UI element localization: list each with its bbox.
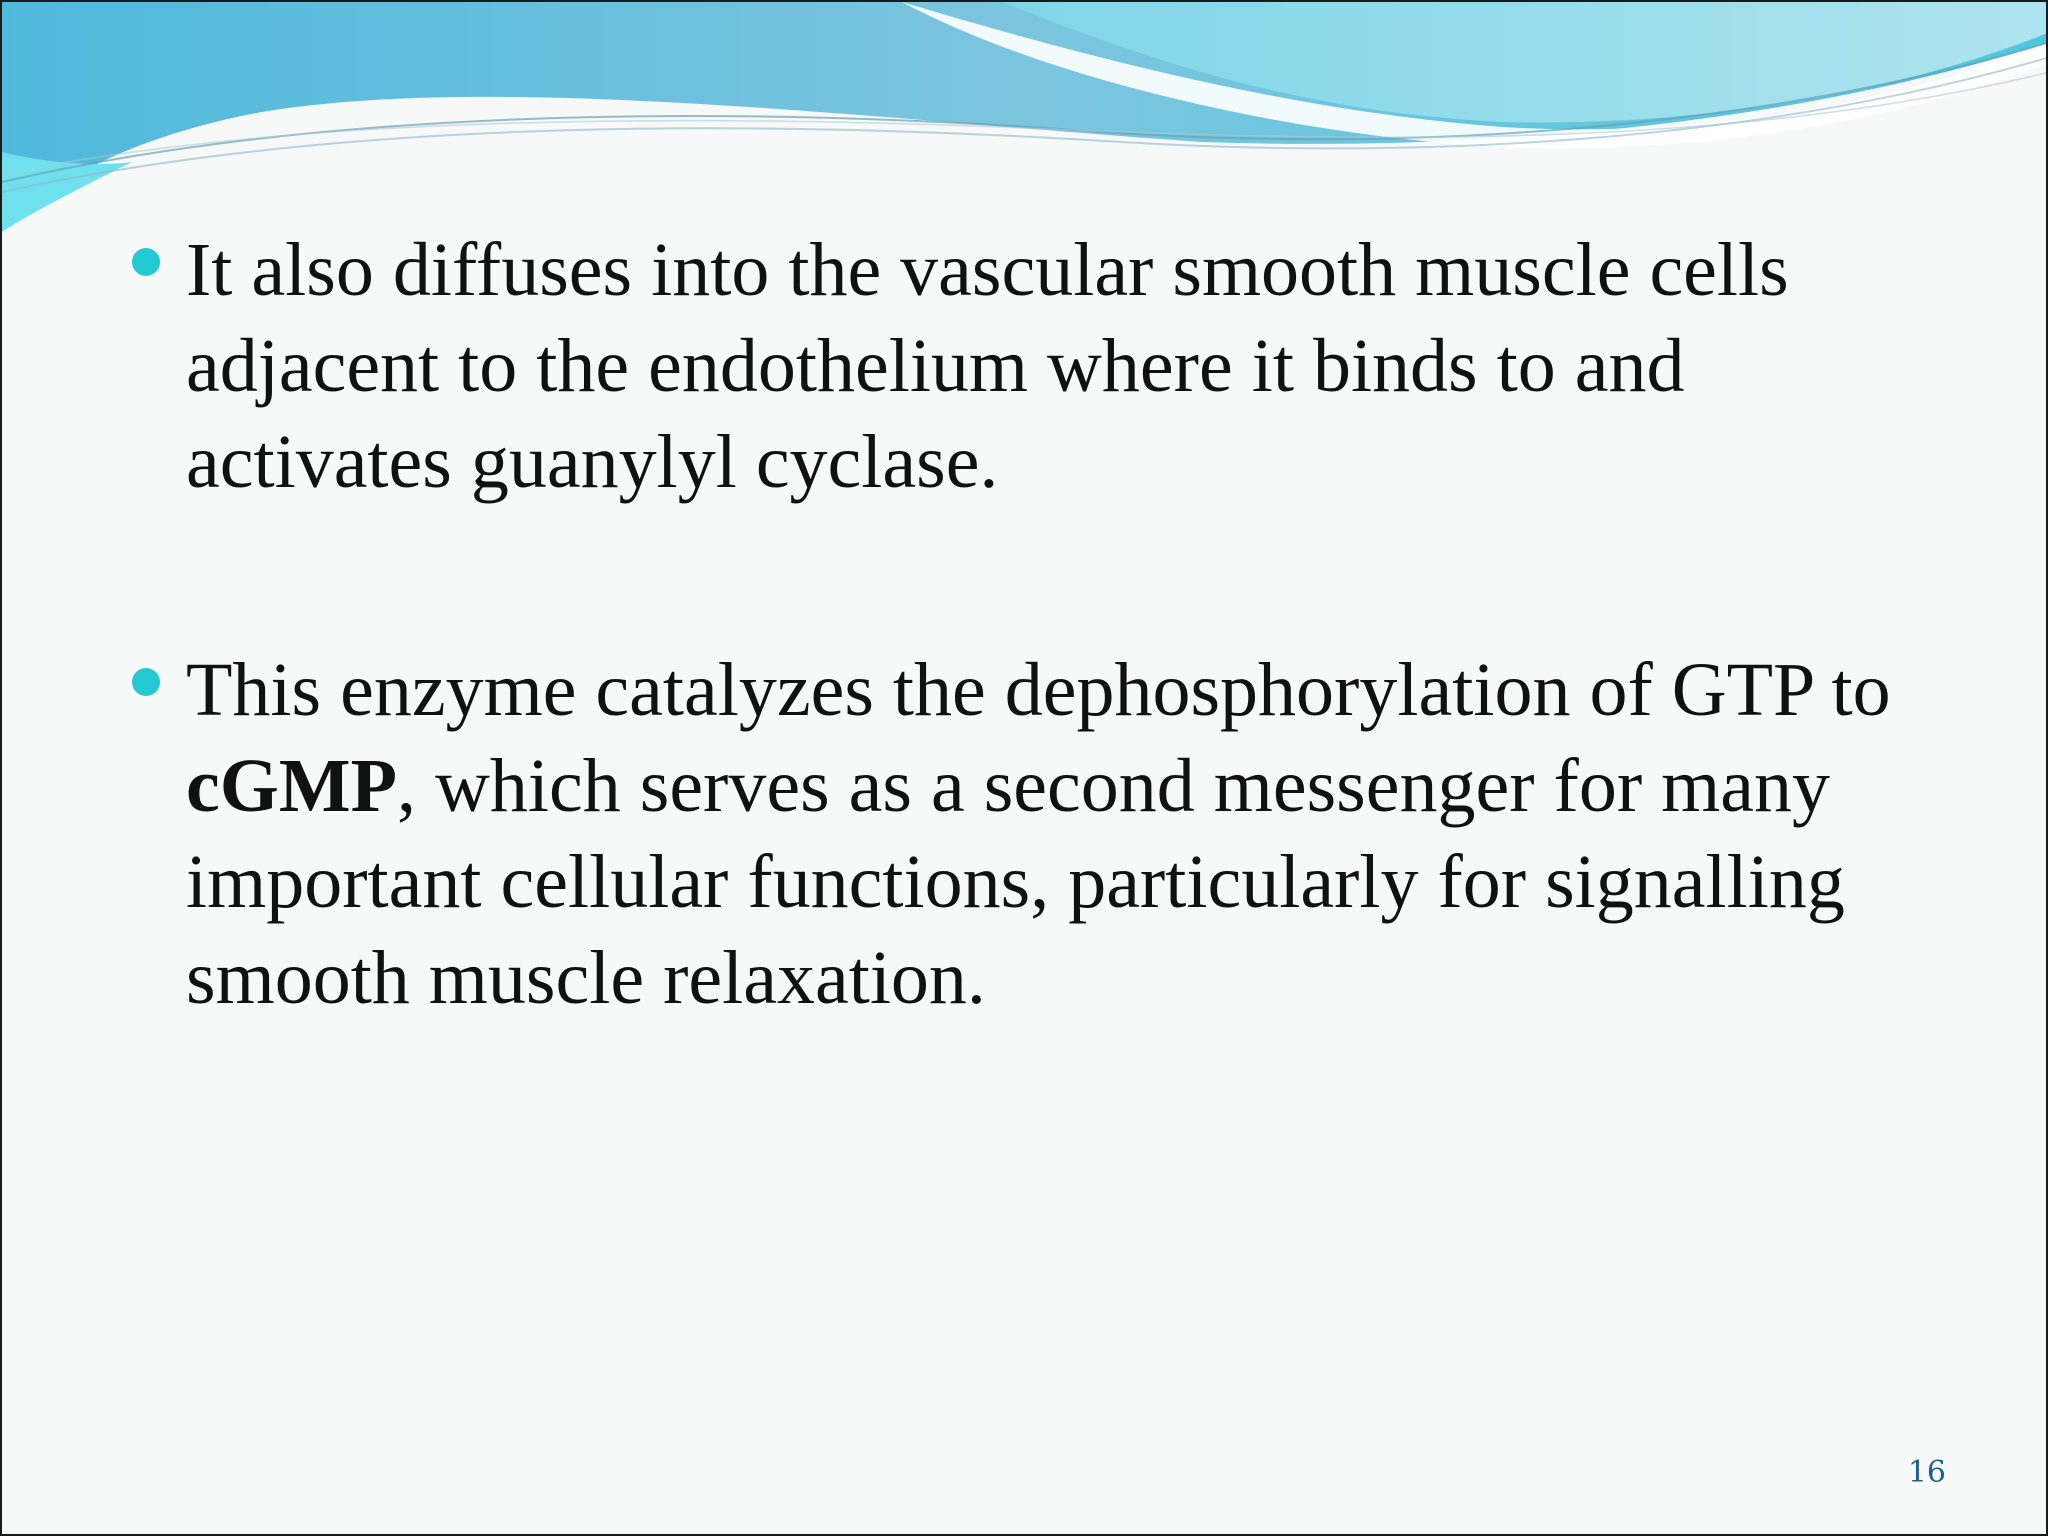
header-wave-decoration bbox=[2, 2, 2048, 242]
bullet-text-start: This enzyme catalyzes the dephosphorylation of GTP to bbox=[186, 648, 1891, 732]
bullet-dot-icon bbox=[132, 668, 160, 696]
bullet-list bbox=[132, 222, 1932, 1026]
bullet-text: It also diffuses into the vascular smooth muscle cells adjacent to the endothelium where it binds to and activates guanylyl cyclase. bbox=[186, 228, 1789, 504]
bullet-bold-term: cGMP bbox=[186, 744, 398, 828]
bullet-text-end: , which serves as a second messenger for many important cellular functions, particularly for signalling smooth muscle relaxation. bbox=[186, 744, 1845, 1020]
bullet-dot-icon bbox=[132, 248, 160, 276]
bullet-item bbox=[132, 642, 1932, 1026]
bullet-item bbox=[132, 222, 1932, 510]
page-number: 16 bbox=[1907, 1455, 1946, 1490]
